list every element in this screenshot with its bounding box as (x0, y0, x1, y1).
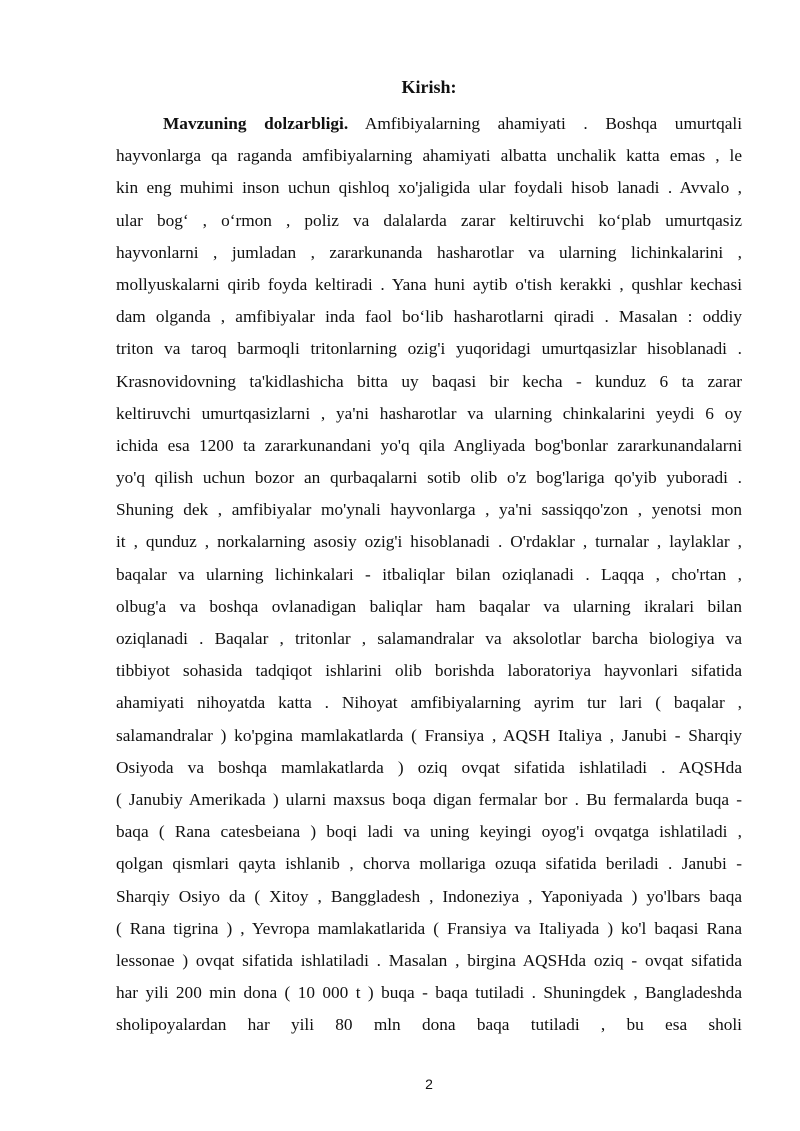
text-line: har yili 200 min dona ( 10 000 t ) buqa - baqa tutiladi . Shuningdek , Bangladeshda (116, 983, 742, 1003)
page-number: 2 (425, 1076, 433, 1092)
text-line: hayvonlarga qa raganda amfibiyalarning ahamiyati albatta unchalik katta emas , le (116, 146, 742, 166)
text-line: qolgan qismlari qayta ishlanib , chorva mollariga ozuqa sifatida beriladi . Janubi - (116, 854, 742, 874)
text-line: dam olganda , amfibiyalar inda faol bo‘lib hasharotlarni qiradi . Masalan : oddiy (116, 307, 742, 327)
text-line: Krasnovidovning ta'kidlashicha bitta uy baqasi bir kecha - kunduz 6 ta zarar (116, 371, 742, 391)
text-line: Shuning dek , amfibiyalar mo'ynali hayvonlarga , ya'ni sassiqqo'zon , yenotsi mon (116, 500, 742, 520)
text-line: kin eng muhimi inson uchun qishloq xo'jaligida ular foydali hisob lanadi . Avvalo , (116, 178, 742, 198)
text-line-content: Amfibiyalarning ahamiyati . Boshqa umurtqali (348, 114, 742, 133)
text-line: it , qunduz , norkalarning asosiy ozig'i hisoblanadi . O'rdaklar , turnalar , laylaklar , (116, 532, 742, 552)
text-line: tibbiyot sohasida tadqiqot ishlarini olib borishda laboratoriya hayvonlari sifatida (116, 661, 742, 681)
body-paragraph (116, 108, 742, 1041)
text-line: baqa ( Rana catesbeiana ) boqi ladi va uning keyingi oyog'i ovqatga ishlatiladi , (116, 822, 742, 842)
text-line: keltiruvchi umurtqasizlarni , ya'ni hasharotlar va ularning chinkalarini yeydi 6 oy (116, 403, 742, 423)
text-line: hayvonlarni , jumladan , zararkunanda hasharotlar va ularning lichinkalarini , (116, 242, 742, 262)
text-line: ( Rana tigrina ) , Yevropa mamlakatlarida ( Fransiya va Italiyada ) ko'l baqasi Rana (116, 918, 742, 938)
text-line (116, 108, 742, 140)
text-line: Sharqiy Osiyo da ( Xitoy , Banggladesh , Indoneziya , Yaponiyada ) yo'lbars baqa (116, 886, 742, 906)
text-line: salamandralar ) ko'pgina mamlakatlarda ( Fransiya , AQSH Italiya , Janubi - Sharqiy (116, 725, 742, 745)
text-line: yo'q qilish uchun bozor an qurbaqalarni sotib olib o'z bog'lariga qo'yib yuboradi . (116, 468, 742, 488)
text-line: Osiyoda va boshqa mamlakatlarda ) oziq ovqat sifatida ishlatiladi . AQSHda (116, 757, 742, 777)
text-line: ( Janubiy Amerikada ) ularni maxsus boqa digan fermalar bor . Bu fermalarda buqa - (116, 789, 742, 809)
text-line: oziqlanadi . Baqalar , tritonlar , salamandralar va aksolotlar barcha biologiya va (116, 629, 742, 648)
text-line: ahamiyati nihoyatda katta . Nihoyat amfibiyalarning ayrim tur lari ( baqalar , (116, 693, 742, 713)
text-line: ichida esa 1200 ta zararkunandani yo'q qila Angliyada bog'bonlar zararkunandalarni (116, 435, 742, 455)
text-line: baqalar va ularning lichinkalari - itbaliqlar bilan oziqlanadi . Laqqa , cho'rtan , (116, 564, 742, 584)
text-line: sholipoyalardan har yili 80 mln dona baqa tutiladi , bu esa sholi (116, 1015, 742, 1035)
lead-heading: Mavzuning dolzarbligi. (163, 114, 349, 133)
text-line: olbug'a va boshqa ovlanadigan baliqlar ham baqalar va ularning ikralari bilan (116, 596, 742, 616)
text-line: mollyuskalarni qirib foyda keltiradi . Yana huni aytib o'tish kerakki , qushlar kechasi (116, 274, 742, 294)
text-line: lessonae ) ovqat sifatida ishlatiladi . Masalan , birgina AQSHda oziq - ovqat sifatida (116, 950, 742, 970)
text-line: ular bog‘ , o‘rmon , poliz va dalalarda zarar keltiruvchi ko‘plab umurtqasiz (116, 210, 742, 230)
text-line: triton va taroq barmoqli tritonlarning ozig'i yuqoridagi umurtqasizlar hisoblanadi . (116, 339, 742, 359)
section-title: Kirish: (401, 77, 457, 97)
